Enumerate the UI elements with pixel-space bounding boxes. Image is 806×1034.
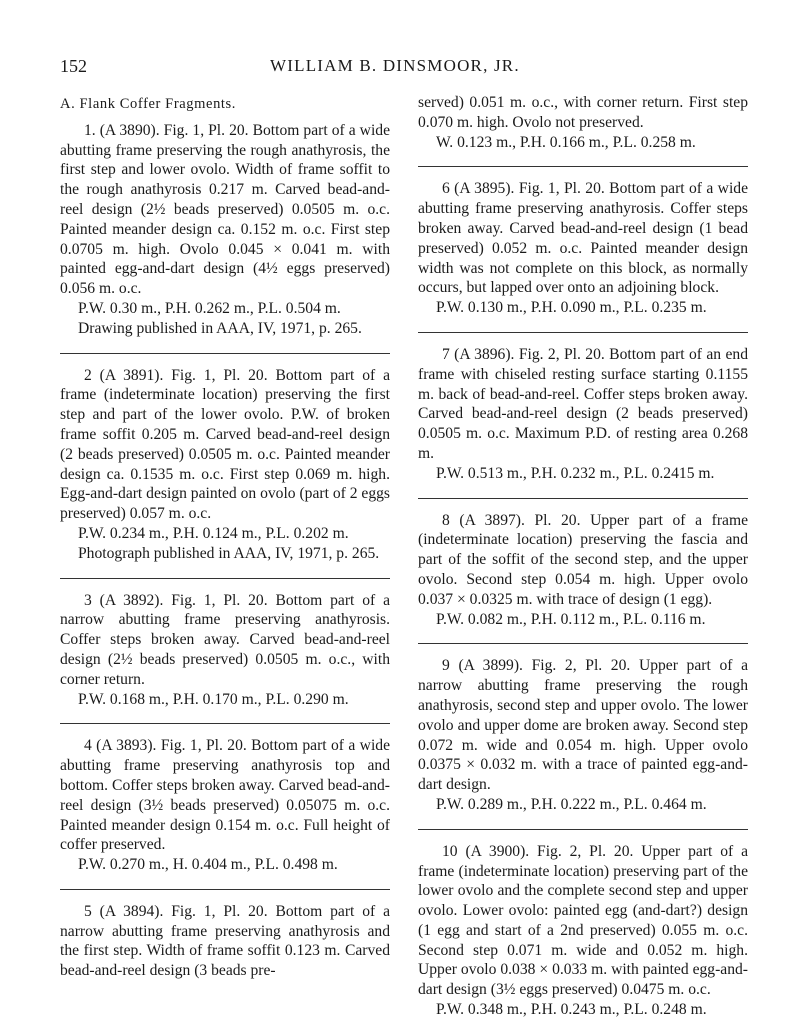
entry-description: 9 (A 3899). Fig. 2, Pl. 20. Upper part of a narrow abutting frame preserving the rough anathyrosis, second step and upper ovolo. The lower ovolo and upper dome are broken away. Second step 0.072 m. wide and 0.054 m. high. Upper ovolo 0.0375 × 0.032 m. with a trace of painted egg-and-dart design.: [418, 657, 748, 794]
entry-divider: [60, 353, 390, 354]
entry-measurements: W. 0.123 m., P.H. 0.166 m., P.L. 0.258 m.: [436, 133, 696, 151]
entry-divider: [418, 332, 748, 333]
page-number: 152: [60, 56, 87, 76]
running-head: WILLIAM B. DINSMOOR, JR.: [270, 56, 520, 75]
entry-measurements: P.W. 0.130 m., P.H. 0.090 m., P.L. 0.235 m.: [436, 299, 707, 317]
entry-divider: [418, 829, 748, 830]
entry-measurements: P.W. 0.513 m., P.H. 0.232 m., P.L. 0.2415 m.: [436, 464, 715, 482]
entry-measurements: P.W. 0.30 m., P.H. 0.262 m., P.L. 0.504 m.: [78, 299, 341, 317]
entry-description: served) 0.051 m. o.c., with corner return. First step 0.070 m. high. Ovolo not preserved.: [418, 94, 748, 131]
entry-measurements: P.W. 0.289 m., P.H. 0.222 m., P.L. 0.464 m.: [436, 795, 707, 813]
entry-divider: [60, 578, 390, 579]
catalog-entry-10: [418, 842, 748, 1020]
entry-publication: Drawing published in AAA, IV, 1971, p. 265.: [78, 319, 362, 337]
entry-measurements: P.W. 0.168 m., P.H. 0.170 m., P.L. 0.290 m.: [78, 690, 349, 708]
entry-description: 7 (A 3896). Fig. 2, Pl. 20. Bottom part of an end frame with chiseled resting surface starting 0.1155 m. back of bead-and-reel. Coffer steps broken away. Carved bead-and-reel design (2 beads preserved) 0.0505 m. o.c. Maximum P.D. of resting area 0.268 m.: [418, 345, 748, 462]
entry-divider: [418, 643, 748, 644]
catalog-entry-5-continued: [418, 93, 748, 152]
entry-divider: [418, 498, 748, 499]
entry-description: 1. (A 3890). Fig. 1, Pl. 20. Bottom part of a wide abutting frame preserving the rough anathyrosis, the first step and lower ovolo. Width of frame soffit to the rough anathyrosis 0.217 m. Carved bead-and-reel design (2½ beads preserved) 0.0505 m. o.c. Painted meander design ca. 0.152 m. o.c. First step 0.0705 m. high. Ovolo 0.045 × 0.041 m. with painted egg-and-dart design (4½ eggs preserved) 0.056 m. o.c.: [60, 121, 390, 298]
catalog-entry-6: [418, 179, 748, 318]
entry-description: 10 (A 3900). Fig. 2, Pl. 20. Upper part of a frame (indeterminate location) preserving part of the lower ovolo and the complete second step and upper ovolo. Lower ovolo: painted egg (and-dart?) design (1 egg and start of a 2nd preserved) 0.055 m. o.c. Second step 0.071 m. wide and 0.052 m. high. Upper ovolo 0.038 × 0.033 m. with painted egg-and-dart design (3½ eggs preserved) 0.0475 m. o.c.: [418, 842, 748, 999]
entry-divider: [60, 723, 390, 724]
catalog-entry-8: [418, 511, 748, 630]
entry-description: 2 (A 3891). Fig. 1, Pl. 20. Bottom part of a frame (indeterminate location) preserving the first step and part of the lower ovolo. P.W. of broken frame soffit 0.205 m. Carved bead-and-reel design (2 beads preserved) 0.0505 m. o.c. Painted meander design ca. 0.1535 m. o.c. First step 0.069 m. high. Egg-and-dart design painted on ovolo (part of 2 eggs preserved) 0.057 m. o.c.: [60, 366, 390, 523]
right-column: [418, 93, 748, 1034]
entry-description: 5 (A 3894). Fig. 1, Pl. 20. Bottom part of a narrow abutting frame preserving anathyrosis and the first step. Width of frame soffit 0.123 m. Carved bead-and-reel design (3 beads pre-: [60, 902, 390, 980]
catalog-entry-5: [60, 902, 390, 981]
entry-divider: [60, 889, 390, 890]
entry-measurements: P.W. 0.082 m., P.H. 0.112 m., P.L. 0.116 m.: [436, 610, 706, 628]
catalog-entry-4: [60, 736, 390, 875]
entry-description: 3 (A 3892). Fig. 1, Pl. 20. Bottom part of a narrow abutting frame preserving anathyrosis. Coffer steps broken away. Carved bead-and-reel design (2½ beads preserved) 0.0505 m. o.c., with corner return.: [60, 591, 390, 688]
entry-publication: Photograph published in AAA, IV, 1971, p. 265.: [78, 544, 380, 562]
catalog-entry-2: [60, 366, 390, 564]
page-header: [60, 56, 750, 80]
catalog-entry-7: [418, 345, 748, 484]
entry-measurements: P.W. 0.270 m., H. 0.404 m., P.L. 0.498 m.: [78, 856, 338, 874]
catalog-entry-3: [60, 591, 390, 710]
catalog-entry-1: [60, 121, 390, 339]
left-column: [60, 95, 390, 995]
entry-measurements: P.W. 0.348 m., P.H. 0.243 m., P.L. 0.248 m.: [436, 1001, 707, 1019]
entry-measurements: P.W. 0.234 m., P.H. 0.124 m., P.L. 0.202 m.: [78, 524, 349, 542]
section-title: A. Flank Coffer Fragments.: [60, 96, 237, 112]
catalog-entry-9: [418, 656, 748, 814]
entry-divider: [418, 166, 748, 167]
entry-description: 4 (A 3893). Fig. 1, Pl. 20. Bottom part of a wide abutting frame preserving anathyrosis top and bottom. Coffer steps broken away. Carved bead-and-reel design (3½ beads preserved) 0.05075 m. o.c. Painted meander design 0.154 m. o.c. Full height of coffer preserved.: [60, 737, 390, 854]
entry-description: 6 (A 3895). Fig. 1, Pl. 20. Bottom part of a wide abutting frame preserving anathyrosis. Coffer steps broken away. Carved bead-and-reel design (1 bead preserved) 0.052 m. o.c. Painted meander design width was not complete on this block, as normally occurs, but lapped over onto an adjoining block.: [418, 180, 748, 297]
entry-description: 8 (A 3897). Pl. 20. Upper part of a frame (indeterminate location) preserving the fascia and part of the soffit of the second step, and the upper ovolo. Second step 0.054 m. high. Upper ovolo 0.037 × 0.0325 m. with trace of design (1 egg).: [418, 511, 748, 608]
